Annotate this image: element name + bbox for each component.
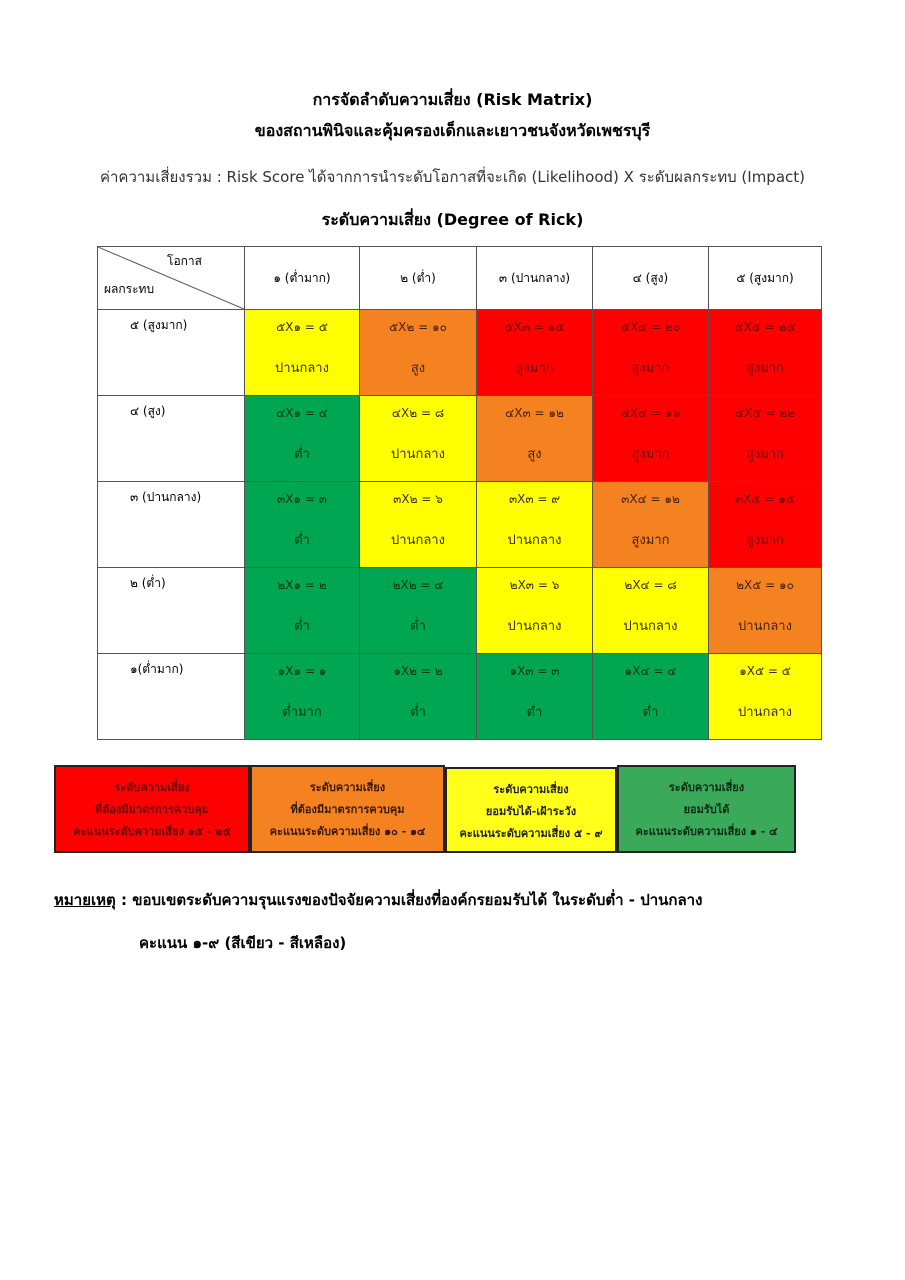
row-header [98,396,245,482]
matrix-corner-cell [98,247,245,310]
risk-formula: ๓X๑ = ๓ [277,492,327,506]
note-line [54,888,702,912]
risk-level: ต่ำมาก [282,705,322,720]
matrix-row [98,654,822,740]
risk-cell [477,396,593,482]
risk-cell [709,396,822,482]
risk-cell [245,654,360,740]
risk-level: สูงมาก [745,361,785,376]
row-header [98,654,245,740]
risk-formula: ๕X๔ = ๒๐ [620,320,681,334]
risk-level: ต่ำ [642,705,659,720]
corner-likelihood-label: โอกาส [167,254,202,268]
risk-cell [477,654,593,740]
legend-title: ระดับความเสี่ยง [309,781,386,794]
risk-cell [709,310,822,396]
legend-desc: ที่ต้องมีมาตรการควบคุม [95,803,209,816]
legend-score: คะแนนระดับความเสี่ยง ๕ - ๙ [459,827,603,840]
risk-cell [245,310,360,396]
matrix-row [98,310,822,396]
risk-formula: ๕X๓ = ๑๕ [504,320,565,334]
corner-impact-label: ผลกระทบ [104,282,155,296]
risk-formula: ๕X๕ = ๒๕ [734,320,796,334]
risk-level: สูงมาก [515,361,554,376]
risk-level: ต่ำ [410,619,426,634]
matrix-row [98,568,822,654]
risk-level: ปานกลาง [738,619,792,634]
risk-cell [593,568,709,654]
risk-level: ปานกลาง [623,619,678,634]
risk-matrix-table [97,246,822,740]
row-header-label: ๔ (สูง) [130,404,166,418]
legend-desc: ยอมรับได้ [683,803,730,816]
risk-cell [360,396,477,482]
matrix-header-row [98,247,822,310]
risk-formula: ๑X๒ = ๒ [393,664,443,678]
risk-formula: ๒X๒ = ๔ [392,578,444,592]
risk-level: สูงมาก [631,447,670,462]
risk-cell [245,568,360,654]
risk-formula: ๕X๑ = ๕ [276,320,328,334]
risk-cell [477,310,593,396]
legend-desc: ที่ต้องมีมาตรการควบคุม [290,803,405,816]
risk-level: สูงมาก [745,447,785,462]
legend-score: คะแนนระดับความเสี่ยง ๑๐ - ๑๔ [269,825,426,838]
legend-desc: ยอมรับได้-เฝ้าระวัง [485,805,577,818]
row-header [98,568,245,654]
risk-cell [360,482,477,568]
matrix-row [98,396,822,482]
row-header-label: ๓ (ปานกลาง) [130,490,202,504]
risk-cell [477,482,593,568]
risk-formula: ๒X๓ = ๖ [509,578,560,592]
legend-acceptable [617,765,796,853]
note-label: หมายเหตุ [54,891,116,909]
legend-medium-control [250,765,445,853]
legend-title: ระดับความเสี่ยง [114,781,190,794]
row-header [98,482,245,568]
risk-level: สูงมาก [745,533,785,548]
risk-level: สูงมาก [631,361,670,376]
risk-formula: ๒X๔ = ๘ [624,578,677,592]
risk-level: ต่ำ [410,705,426,720]
legend-title: ระดับความเสี่ยง [668,781,745,794]
risk-level: ปานกลาง [507,619,562,634]
legend-high-control [54,765,250,853]
risk-formula: ๓X๓ = ๙ [508,492,561,506]
risk-level: สูง [527,447,542,462]
risk-cell [360,568,477,654]
risk-formula: ๑X๑ = ๑ [277,664,327,678]
legend-watch [445,767,617,853]
risk-cell [593,482,709,568]
risk-formula: ๑X๔ = ๔ [624,664,677,678]
page-title: การจัดลำดับความเสี่ยง (Risk Matrix) [312,90,593,109]
risk-formula: ๑X๕ = ๕ [739,664,791,678]
risk-formula: ๔X๓ = ๑๒ [505,406,564,420]
risk-level: ปานกลาง [391,533,445,548]
risk-cell [593,310,709,396]
risk-formula: ๓X๕ = ๑๕ [735,492,795,506]
risk-formula: ๓X๒ = ๖ [393,492,443,506]
row-header-label: ๕ (สูงมาก) [130,318,188,332]
column-header: ๔ (สูง) [593,247,709,310]
column-header: ๑ (ต่ำมาก) [245,247,360,310]
risk-level: ต่ำ [294,619,310,634]
column-header: ๓ (ปานกลาง) [477,247,593,310]
row-header-label: ๒ (ต่ำ) [130,576,166,590]
risk-cell [245,482,360,568]
page-subtitle-organization: ของสถานพินิจและคุ้มครองเด็กและเยาวชนจังหวัดเพชรบุรี [254,121,651,140]
matrix-row [98,482,822,568]
risk-cell [709,654,822,740]
risk-formula: ๓X๔ = ๑๒ [621,492,680,506]
risk-level: ปานกลาง [738,705,792,720]
note-score-range: คะแนน ๑-๙ (สีเขียว - สีเหลือง) [139,934,347,952]
risk-formula: ๒X๕ = ๑๐ [736,578,794,592]
risk-level: ปานกลาง [507,533,562,548]
legend-score: คะแนนระดับความเสี่ยง ๑๕ - ๒๕ [73,825,231,838]
risk-cell [245,396,360,482]
risk-cell [593,396,709,482]
risk-level: สูงมาก [631,533,670,548]
risk-level: ปานกลาง [275,361,329,376]
risk-cell [593,654,709,740]
legend-score: คะแนนระดับความเสี่ยง ๑ - ๔ [635,825,778,838]
risk-cell [360,310,477,396]
column-header: ๕ (สูงมาก) [709,247,822,310]
risk-formula: ๑X๓ = ๓ [509,664,560,678]
risk-cell [360,654,477,740]
risk-level: ต่ำ [294,533,310,548]
risk-formula: ๔X๑ = ๔ [276,406,328,420]
risk-cell [709,568,822,654]
risk-level: ต่ำ [294,447,310,462]
risk-formula: ๒X๑ = ๒ [277,578,327,592]
risk-level: ต่ำ [526,705,543,720]
risk-level: ปานกลาง [391,447,445,462]
risk-level: สูง [410,361,426,376]
note-text: : ขอบเขตระดับความรุนแรงของปัจจัยความเสี่ยงที่องค์กรยอมรับได้ ในระดับต่ำ - ปานกลาง [115,891,703,909]
legend-title: ระดับความเสี่ยง [493,783,569,796]
degree-heading: ระดับความเสี่ยง (Degree of Rick) [321,210,584,229]
risk-formula: ๕X๒ = ๑๐ [389,320,447,334]
risk-cell [477,568,593,654]
row-header [98,310,245,396]
risk-legend [54,765,796,853]
risk-formula: ๔X๔ = ๑๖ [620,406,681,420]
risk-formula: ๔X๒ = ๘ [391,406,445,420]
risk-formula: ๔X๕ = ๒๒ [735,406,795,420]
risk-cell [709,482,822,568]
row-header-label: ๑(ต่ำมาก) [130,662,184,676]
column-header: ๒ (ต่ำ) [360,247,477,310]
risk-score-description: ค่าความเสี่ยงรวม : Risk Score ได้จากการนำระดับโอกาสที่จะเกิด (Likelihood) X ระดับผลกระทบ (Impact) [99,168,806,186]
